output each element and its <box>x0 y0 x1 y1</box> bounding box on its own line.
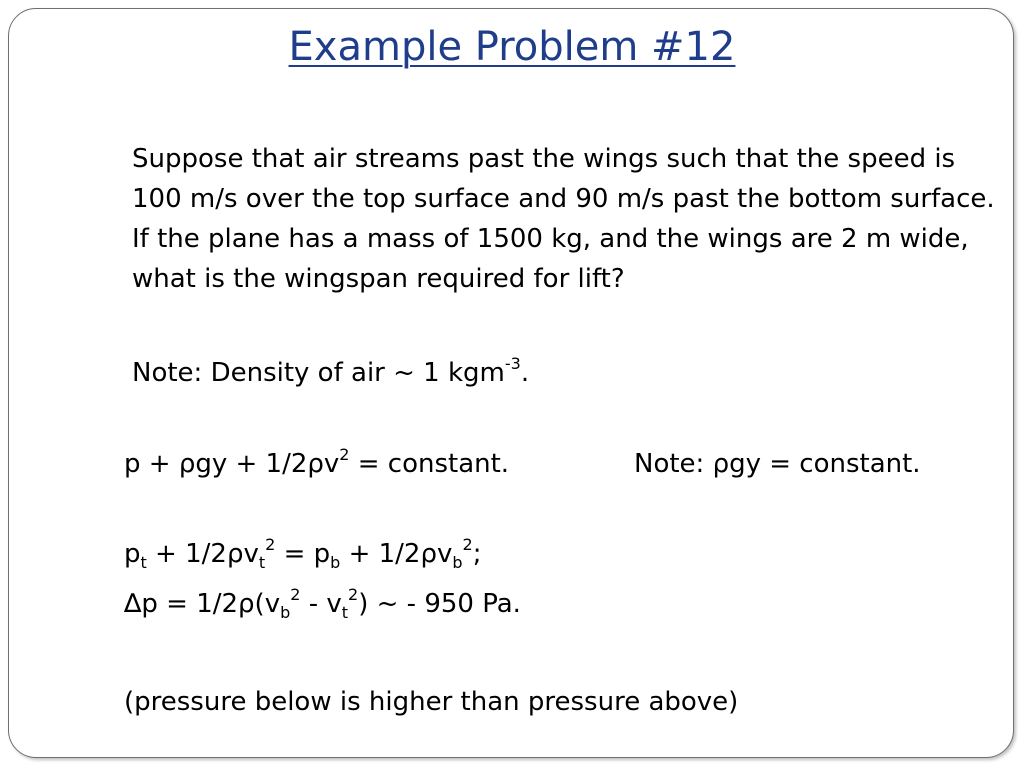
eq3-vb-sub: b <box>280 603 291 623</box>
slide-title <box>0 22 1024 72</box>
eq2-b: + 1/2ρv <box>340 539 453 569</box>
gravity-term-note: Note: ρgy = constant. <box>634 449 921 479</box>
eq2-vt-sub: t <box>258 553 266 573</box>
eq3-mid: - v <box>300 589 342 619</box>
eq3-vt-sub: t <box>341 603 349 623</box>
eq2-pt: p <box>124 539 141 569</box>
pressure-difference-equation <box>124 584 521 624</box>
eq2-vb-sup: 2 <box>462 535 473 555</box>
eq2-end: ; <box>472 539 482 569</box>
density-note-prefix: Note: Density of air ~ 1 kgm <box>132 358 505 388</box>
eq2-pb-sub: b <box>330 553 341 573</box>
eq2-eq: = p <box>275 539 331 569</box>
density-note-exponent: -3 <box>504 354 521 374</box>
slide-title-text: Example Problem #12 <box>288 24 736 70</box>
bernoulli-constant: = constant. <box>349 449 510 479</box>
eq2-a: + 1/2ρv <box>146 539 259 569</box>
eq3-end: ) ~ - 950 Pa. <box>358 589 521 619</box>
eq3-a: ∆p = 1/2ρ(v <box>124 589 281 619</box>
eq2-vt-sup: 2 <box>265 535 276 555</box>
density-note-suffix: . <box>520 358 530 388</box>
eq2-pt-sub: t <box>140 553 147 573</box>
bernoulli-p: p <box>124 449 141 479</box>
bernoulli-exponent: 2 <box>339 445 350 465</box>
eq3-vb-sup: 2 <box>290 585 301 605</box>
problem-paragraph: Suppose that air streams past the wings such that the speed is 100 m/s over the top surface and 90 m/s past the bottom surface. If the plane has a mass of 1500 kg, and the wings are 2 m wide, what is the wingspan required for lift? <box>132 144 995 294</box>
density-note <box>132 353 529 393</box>
bernoulli-equation <box>124 444 509 484</box>
eq2-vb-sub: b <box>452 553 463 573</box>
eq3-vt-sup: 2 <box>348 585 359 605</box>
pressure-balance-equation <box>124 534 481 574</box>
conclusion-text: (pressure below is higher than pressure above) <box>124 687 739 717</box>
bernoulli-terms: + ρgy + 1/2ρv <box>140 449 340 479</box>
